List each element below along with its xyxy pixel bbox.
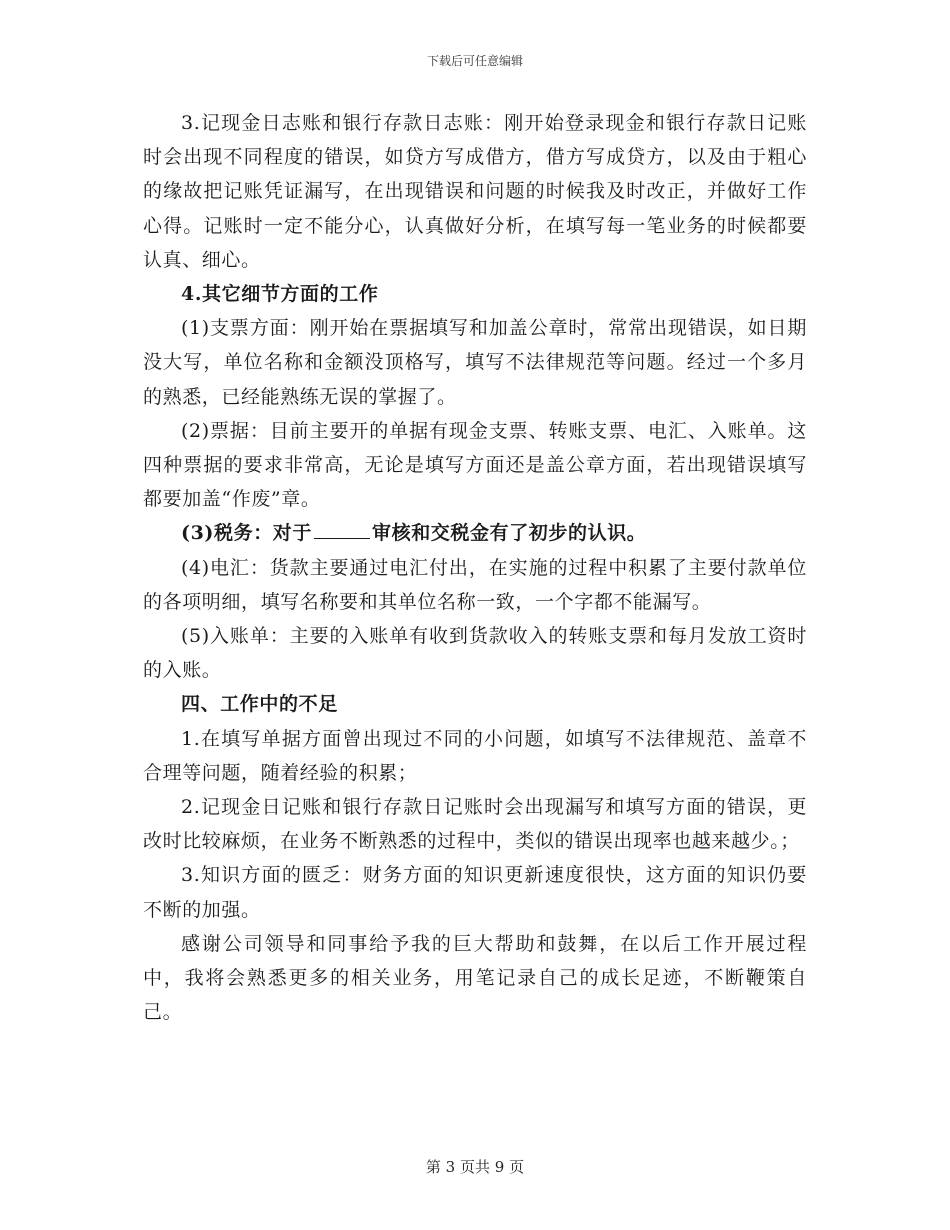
paragraph-thanks: 感谢公司领导和同事给予我的巨大帮助和鼓舞，在以后工作开展过程中，我将会熟悉更多的相关业务，用笔记录自己的成长足迹，不断鞭策自己。 <box>143 932 807 1024</box>
page-footer: 第 3 页共 9 页 <box>425 1158 525 1176</box>
paragraph-wire-transfer: (4)电汇：货款主要通过电汇付出，在实施的过程中积累了主要付款单位的各项明细，填写名称要和其单位名称一致，一个字都不能漏写。 <box>143 556 807 613</box>
paragraph-taxation <box>143 516 807 550</box>
taxation-text-after: 审核和交税金有了初步的认识。 <box>372 522 647 545</box>
paragraph-shortcoming-1: 1.在填写单据方面曾出现过不同的小问题，如填写不法律规范、盖章不合理等问题，随着经验的积累； <box>143 727 807 784</box>
paragraph-deposit-slip: (5)入账单：主要的入账单有收到货款收入的转账支票和每月发放工资时的入账。 <box>143 625 807 682</box>
document-body <box>143 106 807 1029</box>
paragraph-checks: (1)支票方面：刚开始在票据填写和加盖公章时，常常出现错误，如日期没大写，单位名称和金额没顶格写，填写不法律规范等问题。经过一个多月的熟悉，已经能熟练无误的掌握了。 <box>143 317 807 408</box>
taxation-text-before: (3)税务：对于 <box>181 522 312 545</box>
paragraph-cash-journal: 3.记现金日志账和银行存款日志账：刚开始登录现金和银行存款日记账时会出现不同程度的错误，如贷方写成借方，借方写成贷方，以及由于粗心的缘故把记账凭证漏写，在出现错误和问题的时候我及时改正，并做好工作心得。记账时一定不能分心，认真做好分析，在填写每一笔业务的时候都要认真、细心。 <box>143 112 807 271</box>
paragraph-shortcoming-3: 3.知识方面的匮乏：财务方面的知识更新速度很快，这方面的知识仍要不断的加强。 <box>143 864 807 921</box>
paragraph-bills: (2)票据：目前主要开的单据有现金支票、转账支票、电汇、入账单。这四种票据的要求非常高，无论是填写方面还是盖公章方面，若出现错误填写都要加盖“作废”章。 <box>143 419 807 511</box>
blank-underline <box>314 537 370 539</box>
section-heading-shortcomings: 四、工作中的不足 <box>181 693 338 716</box>
page-header: 下载后可任意编辑 <box>426 54 523 68</box>
paragraph-shortcoming-2: 2.记现金日记账和银行存款日记账时会出现漏写和填写方面的错误，更改时比较麻烦，在业务不断熟悉的过程中，类似的错误出现率也越来越少。； <box>143 796 807 853</box>
section-heading-other-details: 4.其它细节方面的工作 <box>181 283 379 306</box>
